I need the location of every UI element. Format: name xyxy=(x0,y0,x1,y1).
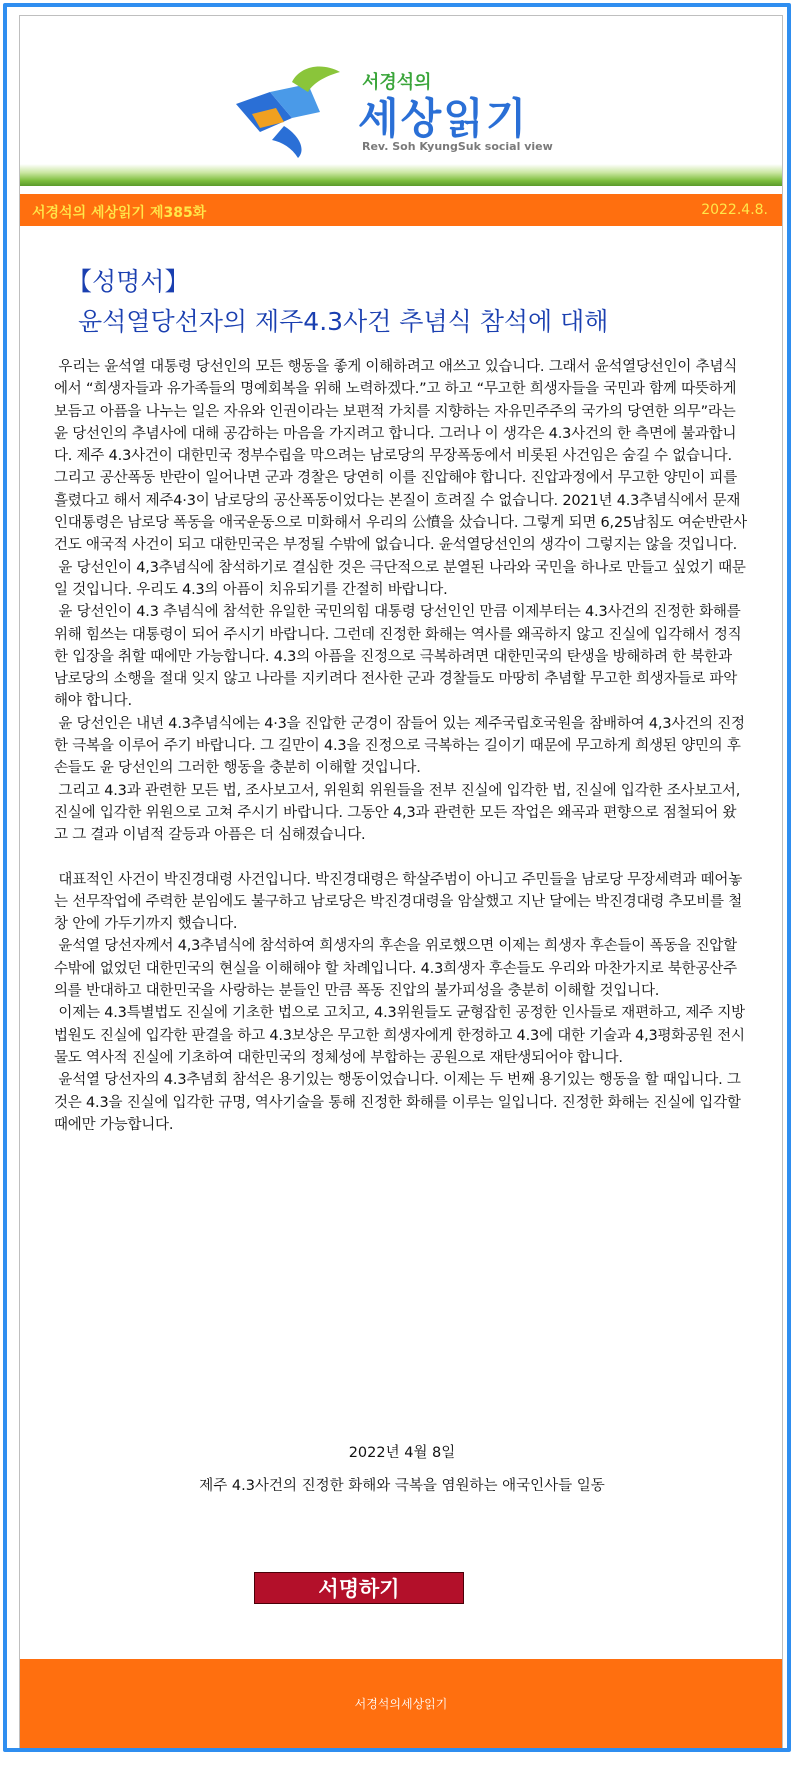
issue-date: 2022.4.8. xyxy=(701,202,768,218)
document-title: 윤석열당선자의 제주4.3사건 추념식 참석에 대해 xyxy=(78,307,609,336)
episode-bar xyxy=(20,194,782,226)
paragraph: 그리고 4.3과 관련한 모든 법, 조사보고서, 위원회 위원들을 전부 진실에 입각한 법, 진실에 입각한 조사보고서, 진실에 입각한 위원으로 고쳐 주시기 바랍니다. 그동안 4,3과 관련한 모든 작업은 왜곡과 편향으로 점철되어 왔고 그 결과 이념적 갈등과 아픔은 더 심해졌습니다. xyxy=(54,782,745,844)
paragraph: 윤 당선인이 4,3추념식에 참석하기로 결심한 것은 극단적으로 분열된 나라와 국민을 하나로 만들고 싶었기 때문일 것입니다. 우리도 4.3의 아픔이 치유되기를 간절히 바랍니다. xyxy=(54,559,746,598)
paragraph: 윤석열 당선자께서 4,3추념식에 참석하여 희생자의 후손을 위로했으면 이제는 희생자 후손들이 폭동을 진압할 수밖에 없었던 대한민국의 현실을 이해해야 할 차례입니다. 4.3희생자 후손들도 우리와 마찬가지로 북한공산주의를 반대하고 대한민국을 사랑하는 분들인 만큼 폭동 진압의 불가피성을 충분히 이해할 것입니다. xyxy=(54,938,742,1000)
book-bird-logo-icon xyxy=(230,62,360,162)
logo-english: Rev. Soh KyungSuk social view xyxy=(362,140,553,153)
page-frame xyxy=(3,3,791,1752)
paragraph: 윤 당선인은 내년 4.3추념식에는 4·3을 진압한 군경이 잠들어 있는 제주국립호국원을 참배하여 4,3사건의 진정한 극복을 이루어 주기 바랍니다. 그 길만이 4.3을 진정으로 극복하는 길이기 때문에 무고하게 희생된 양민의 후손들도 윤 당선인의 그러한 행동을 충분히 이해할 것입니다. xyxy=(54,715,745,777)
footer-link[interactable]: 서경석의세상읽기 xyxy=(354,1697,448,1711)
paragraph: 우리는 윤석열 대통령 당선인의 모든 행동을 좋게 이해하려고 애쓰고 있습니다. 그래서 윤석열당선인이 추념식에서 “희생자들과 유가족들의 명예회복을 위해 노력하겠다.”고 하고 “무고한 희생자들을 국민과 함께 따뜻하게 보듬고 아픔을 나누는 일은 자유와 인권이라는 보편적 가치를 지향하는 자유민주주의 국가의 당연한 의무”라는 윤 당선인의 추념사에 대해 공감하는 마음을 가지려고 합니다. 그러나 이 생각은 4.3사건의 한 측면에 불과합니다. 제주 4.3사건이 대한민국 정부수립을 막으려는 남로당의 무장폭동에서 비롯된 사건임은 숨길 수 없습니다. 그리고 공산폭동 반란이 일어나면 군과 경찰은 당연히 이를 진압해야 합니다. 진압과정에서 무고한 양민이 피를 흘렸다고 해서 제주4·3이 남로당의 공산폭동이었다는 본질이 흐려질 수 없습니다. 2021년 4.3추념식에서 문재인대통령은 남로당 폭동을 애국운동으로 미화해서 우리의 公憤을 샀습니다. 그렇게 되면 6,25남침도 여순반란사건도 애국적 사건이 되고 대한민국은 부정될 수밖에 없습니다. 윤석열당선인의 생각이 그렇지는 않을 것입니다. xyxy=(54,359,747,554)
statement-date: 2022년 4월 8일 xyxy=(348,1445,456,1461)
newsletter xyxy=(19,15,783,1748)
paragraph: 윤 당선인이 4.3 추념식에 참석한 유일한 국민의힘 대통령 당선인인 만큼 이제부터는 4.3사건의 진정한 화해를 위해 힘쓰는 대통령이 되어 주시기 바랍니다. 그런데 진정한 화해는 역사를 왜곡하지 않고 진실에 입각해서 정직한 입장을 취할 때에만 가능합니다. 4.3의 아픔을 진정으로 극복하려면 대한민국의 탄생을 방해하려 한 북한과 남로당의 소행을 절대 잊지 않고 나라를 지키려다 전사한 군과 경찰들도 마땅히 추념할 무고한 희생자들로 파악해야 합니다. xyxy=(54,604,745,710)
episode-label: 서경석의 세상읽기 제385화 xyxy=(32,205,207,221)
paragraph: 이제는 4.3특별법도 진실에 기초한 법으로 고치고, 4.3위원들도 균형잡힌 공정한 인사들로 재편하고, 제주 지방법원도 진실에 입각한 판결을 하고 4.3보상은 무고한 희생자에게 한정하고 4.3에 대한 기술과 4,3평화공원 전시물도 역사적 진실에 기초하여 대한민국의 정체성에 부합하는 공원으로 재탄생되어야 합니다. xyxy=(54,1005,745,1066)
document-type: 【성명서】 xyxy=(67,267,190,296)
footer xyxy=(20,1659,782,1749)
paragraph: 윤석열 당선자의 4.3추념회 참석은 용기있는 행동이었습니다. 이제는 두 번째 용기있는 행동을 할 때입니다. 그것은 4.3을 진실에 입각한 규명, 역사기술을 통해 진정한 화해를 이루는 일입니다. 진정한 화해는 진실에 입각할 때에만 가능합니다. xyxy=(54,1072,746,1133)
signatory: 제주 4.3사건의 진정한 화해와 극복을 염원하는 애국인사들 일동 xyxy=(199,1478,605,1494)
logo-subtitle: 서경석의 xyxy=(362,72,432,93)
paragraph: 대표적인 사건이 박진경대령 사건입니다. 박진경대령은 학살주범이 아니고 주민들을 남로당 무장세력과 떼어놓는 선무작업에 주력한 분임에도 불구하고 남로당은 박진경대령을 암살했고 지난 달에는 박진경대령 추모비를 철창 안에 가두기까지 했습니다. xyxy=(54,871,743,933)
statement-body xyxy=(54,356,750,1136)
logo[interactable] xyxy=(230,56,610,166)
header xyxy=(20,16,782,194)
sign-petition-button[interactable]: 서명하기 xyxy=(254,1572,464,1604)
logo-title: 세상읽기 xyxy=(358,94,529,143)
grass-divider xyxy=(20,164,782,186)
